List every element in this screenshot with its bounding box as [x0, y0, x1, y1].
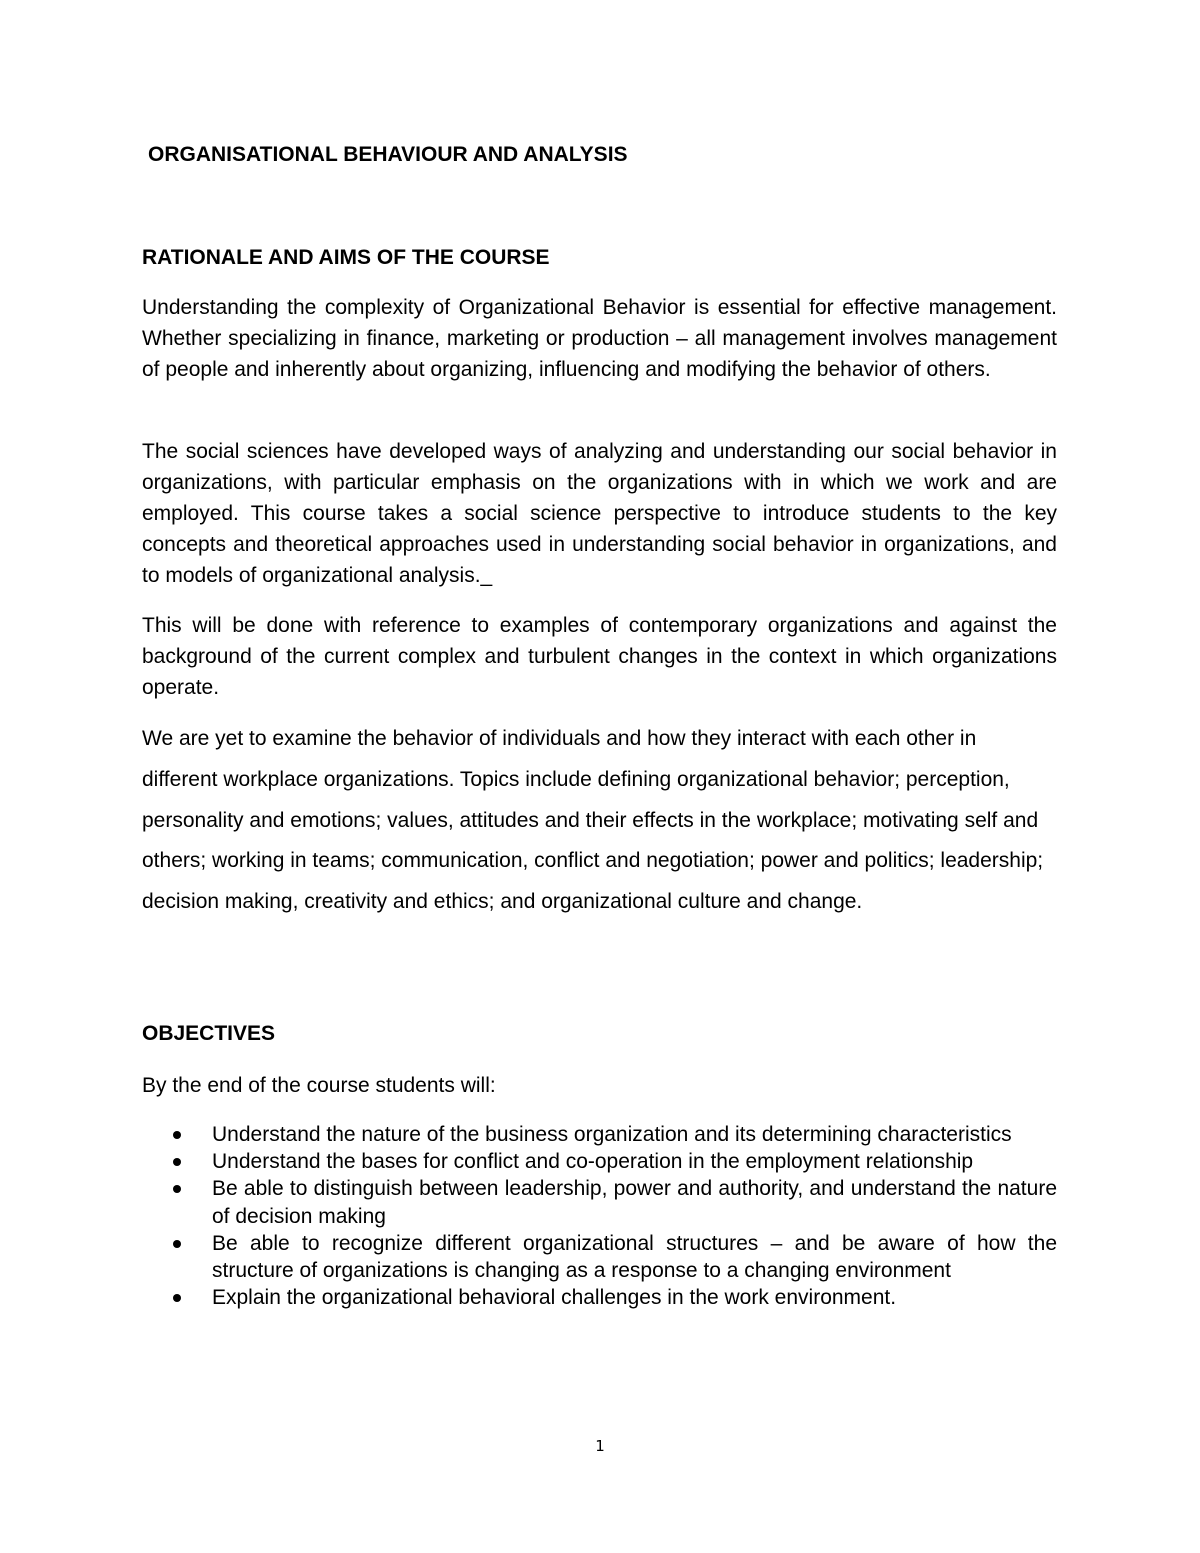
objective-text: Be able to distinguish between leadership, power and authority, and understand the nature of decision making [212, 1177, 1057, 1228]
objective-item [142, 1175, 1057, 1229]
bullet-icon [173, 1294, 181, 1302]
rationale-heading: RATIONALE AND AIMS OF THE COURSE [142, 246, 550, 269]
bullet-icon [173, 1131, 181, 1139]
objectives-intro: By the end of the course students will: [142, 1074, 496, 1097]
bullet-icon [173, 1158, 181, 1166]
objective-text: Understand the bases for conflict and co-operation in the employment relationship [212, 1150, 974, 1174]
rationale-paragraph-3: This will be done with reference to examples of contemporary organizations and against the background of the current complex and turbulent changes in the context in which organizations operate. [142, 614, 1057, 699]
rationale-paragraph-1: Understanding the complexity of Organizational Behavior is essential for effective management. Whether specializing in finance, marketing or production – all management involves management of people and inherently about organizing, influencing and modifying the behavior of others. [142, 296, 1057, 381]
objective-item [142, 1148, 1057, 1175]
objective-text: Explain the organizational behavioral challenges in the work environment. [212, 1286, 897, 1310]
page-number: 1 [595, 1437, 605, 1455]
objective-item [142, 1284, 1057, 1311]
objectives-list [142, 1121, 1057, 1311]
objective-text: Understand the nature of the business organization and its determining characteristics [212, 1123, 1012, 1146]
objective-item [142, 1121, 1057, 1148]
rationale-paragraph-4: We are yet to examine the behavior of individuals and how they interact with each other in different workplace organizations. Topics include defining organizational behavior; perception, personality and emotions; values, attitudes and their effects in the workplace; motivating self and others; working in teams; communication, conflict and negotiation; power and politics; leadership; decision making, creativity and ethics; and organizational culture and change. [142, 727, 1044, 914]
rationale-paragraph-2: The social sciences have developed ways of analyzing and understanding our social behavior in organizations, with particular emphasis on the organizations with in which we work and are employed. This course takes a social science perspective to introduce students to the key concepts and theoretical approaches used in understanding social behavior in organizations, and to models of organizational analysis._ [142, 440, 1057, 587]
document-title: ORGANISATIONAL BEHAVIOUR AND ANALYSIS [148, 143, 628, 166]
objective-item [142, 1230, 1057, 1284]
bullet-icon [173, 1240, 181, 1248]
objectives-heading: OBJECTIVES [142, 1022, 276, 1045]
objective-text: Be able to recognize different organizational structures – and be aware of how the structure of organizations is changing as a response to a changing environment [212, 1231, 1057, 1283]
bullet-icon [173, 1185, 181, 1193]
